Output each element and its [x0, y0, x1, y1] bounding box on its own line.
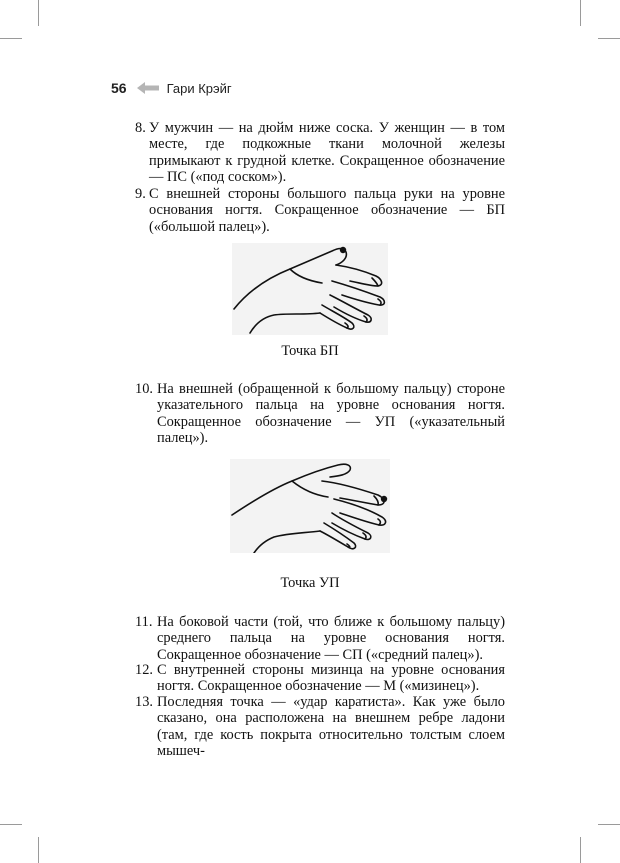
list-item — [135, 381, 505, 447]
item-text: У мужчин — на дюйм ниже соска. У женщин — в том месте, где подкожные ткани молочной железы примыкают к грудной клетке. Сокращенное обозначение — ПС («под соском»). — [149, 120, 505, 186]
item-number: 13. — [135, 694, 153, 710]
item-text: С внешней стороны большого пальца руки на уровне основания ногтя. Сокращенное обозначение — БП («большой палец»). — [149, 186, 505, 235]
crop-mark — [38, 837, 39, 863]
item-number: 10. — [135, 381, 153, 397]
list-item — [135, 614, 505, 663]
crop-mark — [38, 0, 39, 26]
list-item — [135, 186, 505, 235]
page-number: 56 — [111, 80, 127, 96]
hand-illustration-bp — [232, 243, 388, 335]
hand-illustration-up — [230, 459, 390, 553]
list-item — [135, 662, 505, 695]
crop-mark — [0, 824, 22, 825]
item-number: 9. — [135, 186, 146, 202]
item-text: На боковой части (той, что ближе к большому пальцу) среднего пальца на уровне основания ногтя. Сокращенное обозначение — СП («средний палец»). — [157, 614, 505, 663]
crop-mark — [0, 38, 22, 39]
list-item — [135, 694, 505, 760]
figure-caption: Точка УП — [280, 575, 340, 591]
item-number: 11. — [135, 614, 153, 630]
item-number: 8. — [135, 120, 146, 136]
item-text: С внутренней стороны мизинца на уровне основания ногтя. Сокращенное обозначение — М («мизинец»). — [157, 662, 505, 695]
item-number: 12. — [135, 662, 153, 678]
arrow-left-icon — [137, 82, 159, 94]
list-item — [135, 120, 505, 186]
running-head — [111, 78, 232, 98]
author-name: Гари Крэйг — [166, 80, 232, 96]
crop-mark — [580, 0, 581, 26]
item-text: Последняя точка — «удар каратиста». Как уже было сказано, она расположена на внешнем ребре ладони (там, где кость покрыта относительно толстым слоем мышеч- — [157, 694, 505, 760]
crop-mark — [598, 824, 620, 825]
item-text: На внешней (обращенной к большому пальцу) стороне указательного пальца на уровне основания ногтя. Сокращенное обозначение — УП («указательный палец»). — [157, 381, 505, 447]
crop-mark — [580, 837, 581, 863]
figure-caption: Точка БП — [281, 343, 339, 359]
crop-mark — [598, 38, 620, 39]
